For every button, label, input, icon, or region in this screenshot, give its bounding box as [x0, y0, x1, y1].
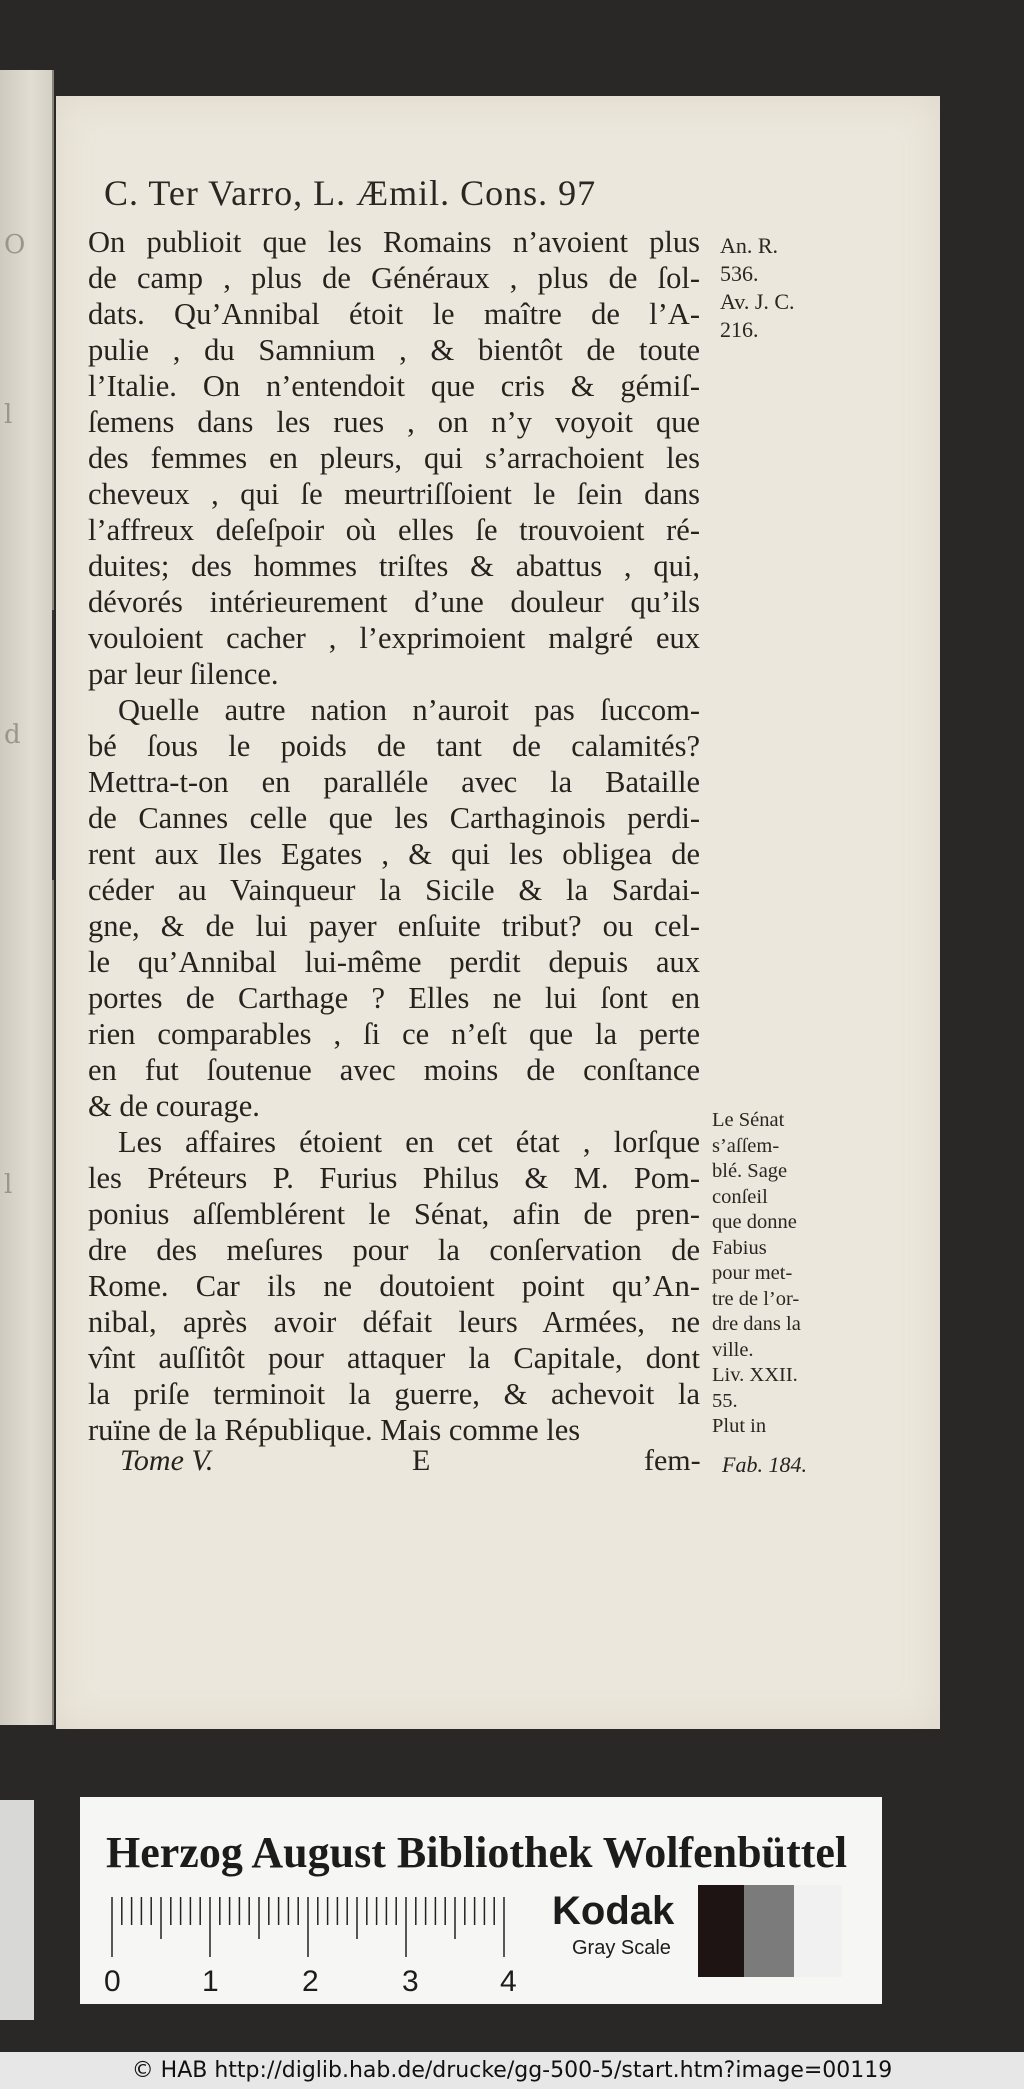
- gray-patch-black: [698, 1885, 744, 1977]
- text-line: Mettra-t-on en paralléle avec la Bataille: [88, 765, 700, 799]
- gray-scale-label: Gray Scale: [572, 1937, 671, 1959]
- text-line: de Cannes celle que les Carthaginois perdi-: [88, 801, 700, 835]
- ruler-number-2: 2: [302, 1965, 319, 1998]
- margin-note-line: Av. J. C.: [720, 289, 795, 314]
- margin-note-line: 55.: [712, 1389, 738, 1412]
- margin-note-line: 216.: [720, 317, 759, 342]
- text-line: par leur ſilence.: [88, 657, 279, 691]
- text-line: l’Italie. On n’entendoit que cris & gémiſ-: [88, 369, 700, 403]
- text-line: gne, & de lui payer enſuite tribut? ou cel-: [88, 909, 700, 943]
- margin-note-date: [720, 232, 795, 344]
- catchword: fem-: [644, 1444, 701, 1477]
- margin-note-line: Plut in: [712, 1415, 767, 1437]
- ruler-number-0: 0: [104, 1965, 121, 1998]
- text-line: pulie , du Samnium , & bientôt de toute: [88, 333, 700, 367]
- signature-tome: Tome V.: [120, 1444, 214, 1477]
- text-line: céder au Vainqueur la Sicile & la Sardai-: [88, 873, 700, 907]
- margin-note-line: ville.: [712, 1338, 754, 1361]
- text-line: la priſe terminoit la guerre, & achevoit la: [88, 1377, 700, 1411]
- text-line: les Préteurs P. Furius Philus & M. Pom-: [88, 1161, 700, 1195]
- copyright-footer: © HAB http://diglib.hab.de/drucke/gg-500-5/start.htm?image=00119: [0, 2052, 1024, 2089]
- running-head: C. Ter Varro, L. Æmil. Cons. 97: [104, 173, 597, 213]
- library-name: Herzog August Bibliothek Wolfenbüttel: [106, 1828, 848, 1877]
- margin-note-line: s’aſſem-: [712, 1134, 780, 1157]
- text-line: en fut ſoutenue avec moins de conſtance: [88, 1053, 700, 1087]
- ruler-number-4: 4: [500, 1965, 517, 1998]
- margin-note-line: Liv. XXII.: [712, 1364, 798, 1386]
- text-line: nibal, après avoir défait leurs Armées, ne: [88, 1305, 700, 1339]
- previous-page-edge: O l d l: [0, 70, 54, 1725]
- text-line: l’affreux deſeſpoir où elles ſe trouvoient ré-: [88, 513, 700, 547]
- text-line: ruïne de la République. Mais comme les: [88, 1413, 581, 1447]
- page-fold-line: [52, 610, 54, 880]
- margin-note-line: que donne: [712, 1211, 797, 1233]
- text-line: le qu’Annibal lui-même perdit depuis aux: [88, 945, 700, 979]
- margin-note-line: tre de l’or-: [712, 1287, 800, 1310]
- ruler-ticks: [110, 1897, 510, 1957]
- gray-patch-mid: [744, 1885, 794, 1977]
- text-line: des femmes en pleurs, qui s’arrachoient les: [88, 441, 700, 475]
- main-text-block: [88, 224, 700, 1448]
- foot-reference: Fab. 184.: [722, 1452, 807, 1477]
- margin-note-line: pour met-: [712, 1262, 793, 1284]
- text-line: dévorés intérieurement d’une douleur qu’ils: [88, 585, 700, 619]
- text-line: rien comparables , ſi ce n’eſt que la perte: [88, 1017, 700, 1051]
- ruler-number-1: 1: [202, 1965, 219, 1998]
- ruler-number-3: 3: [402, 1965, 419, 1998]
- text-line: On publioit que les Romains n’avoient plus: [88, 225, 700, 259]
- margin-note-line: Fabius: [712, 1236, 767, 1259]
- margin-note-line: conſeil: [712, 1185, 768, 1208]
- text-line: vouloient cacher , l’exprimoient malgré eux: [88, 621, 700, 655]
- signature-mark: E: [412, 1444, 431, 1477]
- text-line: Les affaires étoient en cet état , lorſque: [118, 1125, 700, 1159]
- margin-note-line: Le Sénat: [712, 1109, 785, 1131]
- text-line: Rome. Car ils ne doutoient point qu’An-: [88, 1269, 700, 1303]
- text-line: cheveux , qui ſe meurtriſſoient le ſein dans: [88, 477, 700, 511]
- margin-note-line: dre dans la: [712, 1313, 801, 1335]
- text-line: de camp , plus de Généraux , plus de ſol-: [88, 261, 700, 295]
- margin-note-line: An. R.: [720, 233, 779, 258]
- gray-patch-white: [794, 1885, 842, 1977]
- kodak-logo: Kodak: [552, 1889, 675, 1933]
- margin-note-line: 536.: [720, 261, 759, 286]
- text-line: dats. Qu’Annibal étoit le maître de l’A-: [88, 297, 700, 331]
- text-line: ponius aſſemblérent le Sénat, afin de pren-: [88, 1197, 700, 1231]
- text-line: Quelle autre nation n’auroit pas ſuccom-: [118, 693, 700, 727]
- text-line: vînt auſſitôt pour attaquer la Capitale, dont: [88, 1341, 700, 1375]
- color-scale-card: [80, 1797, 882, 2004]
- margin-note-senate: [712, 1108, 801, 1440]
- text-line: & de courage.: [88, 1089, 260, 1123]
- text-line: rent aux Iles Egates , & qui les obligea de: [88, 837, 700, 871]
- text-line: portes de Carthage ? Elles ne lui ſont en: [88, 981, 700, 1015]
- text-line: duites; des hommes triſtes & abattus , qui,: [88, 549, 700, 583]
- margin-note-line: blé. Sage: [712, 1160, 788, 1182]
- text-line: bé ſous le poids de tant de calamités?: [88, 729, 700, 763]
- text-line: dre des meſures pour la conſervation de: [88, 1233, 700, 1267]
- text-line: ſemens dans les rues , on n’y voyoit que: [88, 405, 700, 439]
- card-edge: [0, 1800, 34, 2020]
